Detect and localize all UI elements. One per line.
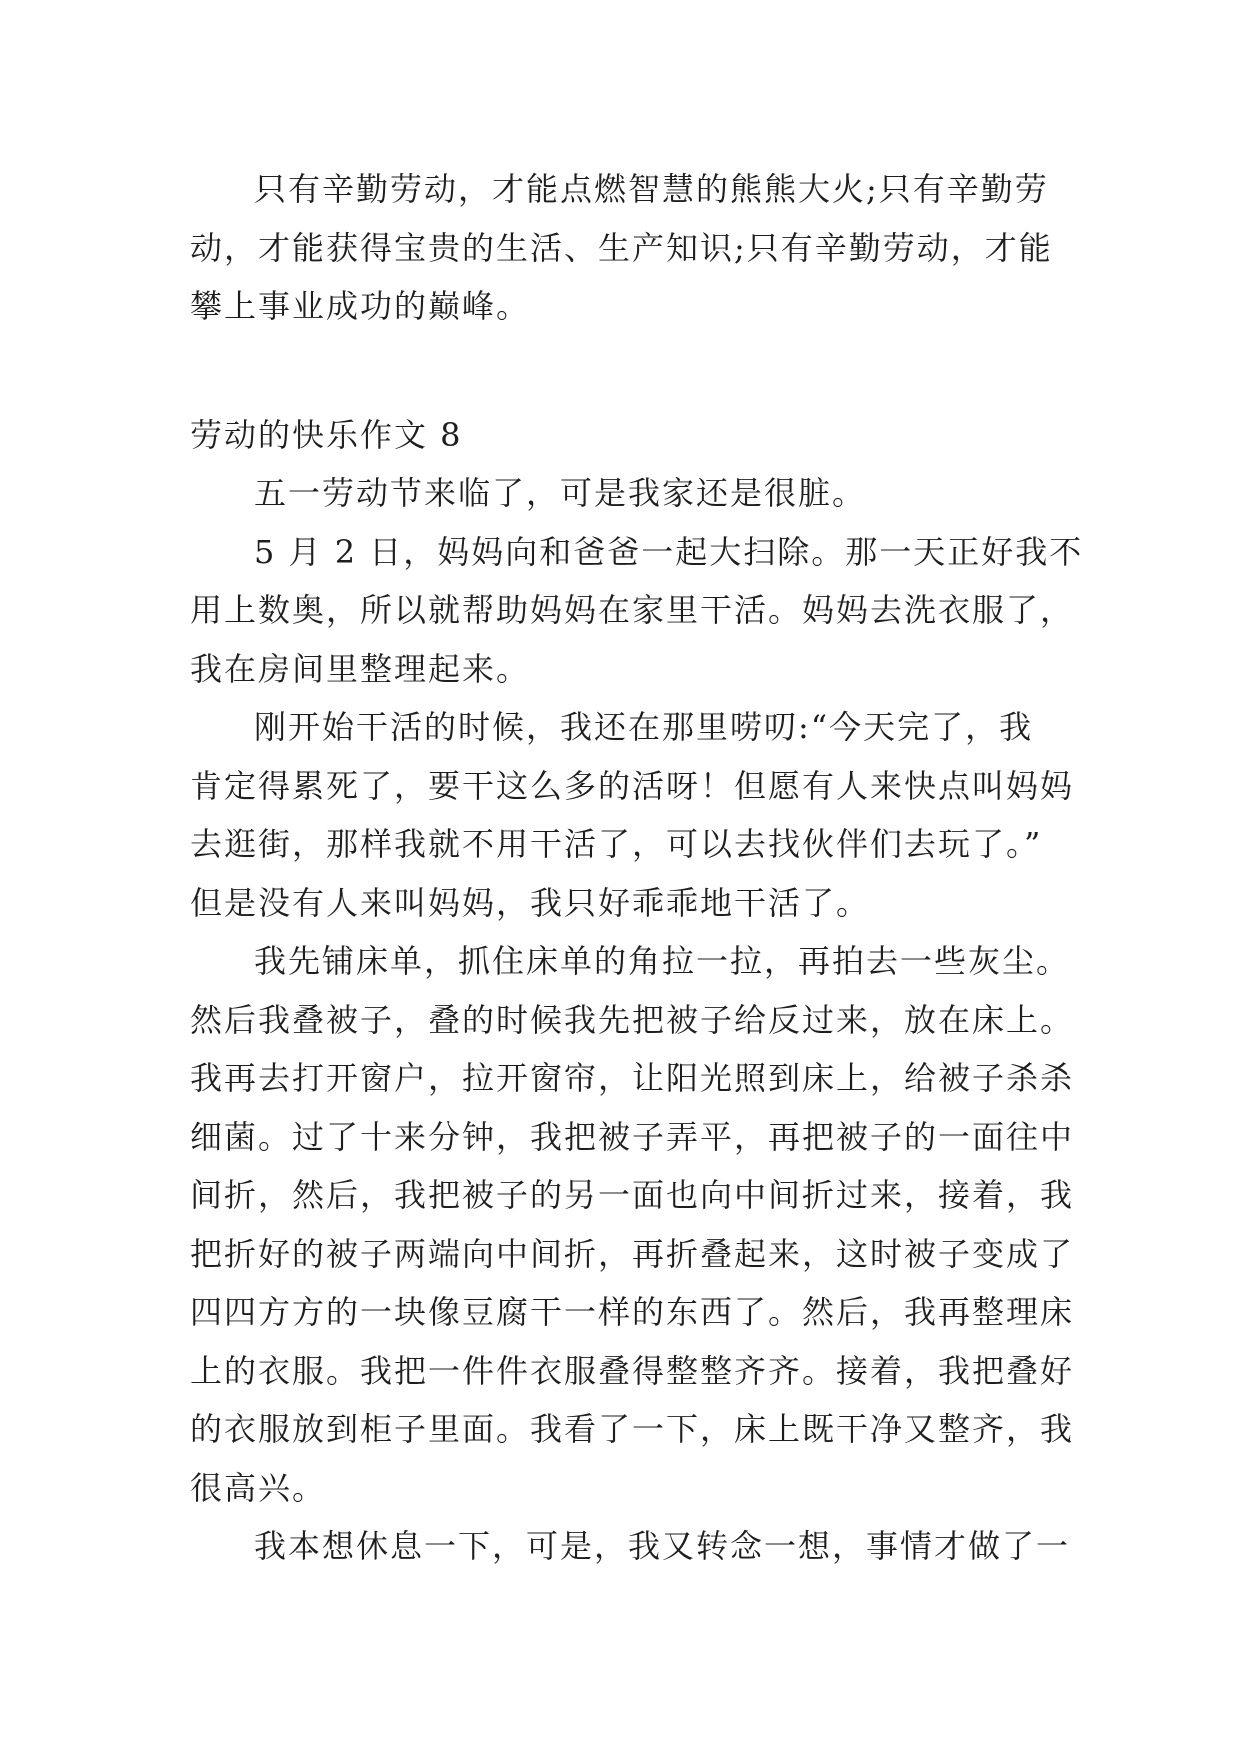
essay-heading: 劳动的快乐作文 8 <box>190 415 463 454</box>
paragraph-line: 四四方方的一块像豆腐干一样的东西了。然后，我再整理床 <box>190 1293 1075 1331</box>
paragraph-line: 我再去打开窗户，拉开窗帘，让阳光照到床上，给被子杀杀 <box>190 1059 1075 1097</box>
paragraph-line: 只有辛勤劳动，才能点燃智慧的熊熊大火;只有辛勤劳 <box>254 170 1049 208</box>
paragraph-line: 攀上事业成功的巅峰。 <box>190 287 531 325</box>
document-body <box>190 160 1084 1576</box>
paragraph-line: 间折，然后，我把被子的另一面也向中间折过来，接着，我 <box>190 1176 1075 1214</box>
paragraph-3 <box>190 698 1075 932</box>
paragraph-line: 五一劳动节来临了，可是我家还是很脏。 <box>254 474 867 512</box>
paragraph-line: 的衣服放到柜子里面。我看了一下，床上既干净又整齐，我 <box>190 1410 1075 1448</box>
paragraph-line: 然后我叠被子，叠的时候我先把被子给反过来，放在床上。 <box>190 1000 1075 1039</box>
paragraph-line: 5 月 2 日，妈妈向和爸爸一起大扫除。那一天正好我不 <box>254 532 1084 571</box>
paragraph-line: 刚开始干活的时候，我还在那里唠叨:“今天完了，我 <box>254 708 1034 746</box>
paragraph-1 <box>190 464 1060 523</box>
paragraph-line: 细菌。过了十来分钟，我把被子弄平，再把被子的一面往中 <box>190 1117 1075 1156</box>
paragraph-line: 动，才能获得宝贵的生活、生产知识;只有辛勤劳动，才能 <box>190 228 1053 267</box>
paragraph-5 <box>190 1517 1071 1576</box>
paragraph-line: 把折好的被子两端向中间折，再折叠起来，这时被子变成了 <box>190 1234 1075 1273</box>
paragraph-4 <box>190 932 1075 1517</box>
section-spacer <box>190 336 1060 406</box>
paragraph-line: 肯定得累死了，要干这么多的活呀！但愿有人来快点叫妈妈 <box>190 766 1075 805</box>
paragraph-line: 上的衣服。我把一件件衣服叠得整整齐齐。接着，我把叠好 <box>190 1351 1075 1390</box>
paragraph-2 <box>190 523 1084 699</box>
paragraph-line: 但是没有人来叫妈妈，我只好乖乖地干活了。 <box>190 883 871 922</box>
paragraph-line: 很高兴。 <box>190 1468 327 1507</box>
paragraph-line: 我本想休息一下，可是，我又转念一想，事情才做了一 <box>254 1527 1071 1565</box>
paragraph-line: 我先铺床单，抓住床单的角拉一拉，再拍去一些灰尘。 <box>254 942 1071 980</box>
paragraph-line: 去逛街，那样我就不用干活了，可以去找伙伴们去玩了。” <box>190 825 1043 863</box>
intro-paragraph <box>190 160 1060 336</box>
paragraph-line: 我在房间里整理起来。 <box>190 649 531 688</box>
paragraph-line: 用上数奥，所以就帮助妈妈在家里干活。妈妈去洗衣服了， <box>190 591 1075 629</box>
